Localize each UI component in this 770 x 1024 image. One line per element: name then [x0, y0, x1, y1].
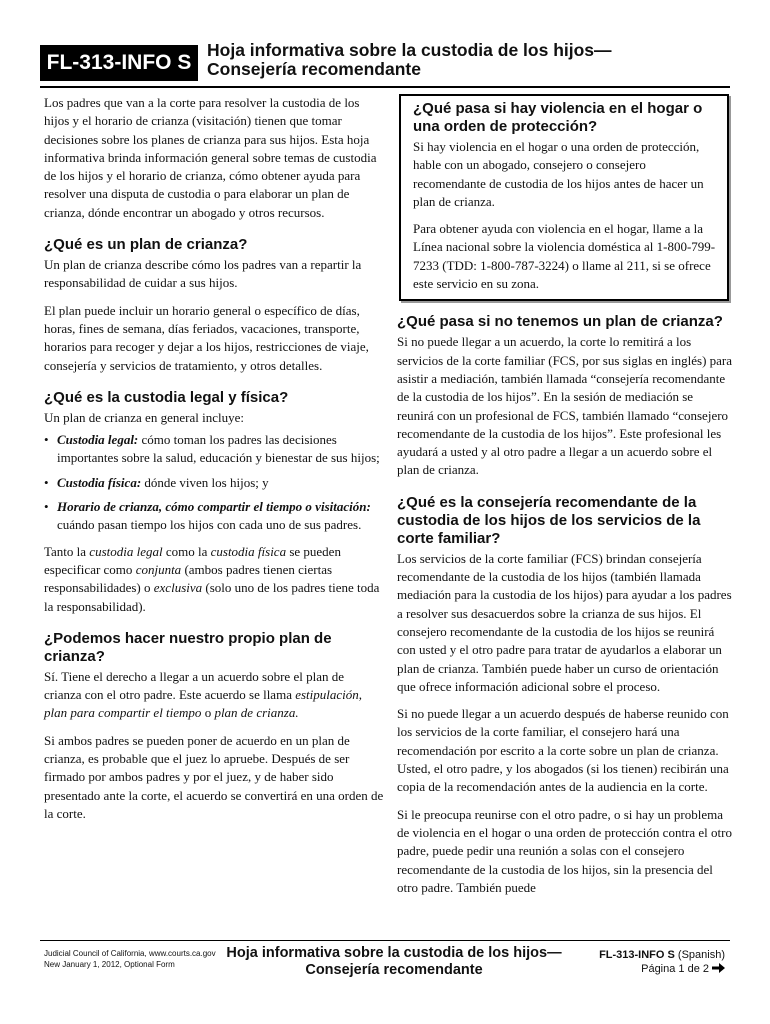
section-heading-own-plan: ¿Podemos hacer nuestro propio plan de crianza? [44, 629, 332, 665]
paragraph [44, 543, 384, 616]
page-title [207, 41, 727, 79]
next-page-arrow-icon [712, 963, 725, 973]
text: se pueden especificar como [44, 543, 341, 577]
footer-language: (Spanish) [674, 949, 725, 961]
definition: dónde viven los hijos; y [141, 474, 269, 490]
left-column [44, 94, 384, 832]
header-divider [40, 86, 730, 88]
callout-heading: ¿Qué pasa si hay violencia en el hogar o una orden de protección? [413, 100, 703, 135]
term: Custodia legal: [57, 432, 139, 448]
section-heading-no-plan: ¿Qué pasa si no tenemos un plan de crianza? [397, 313, 723, 331]
footer-revision: New January 1, 2012, Optional Form [44, 960, 175, 969]
footer-divider [40, 940, 730, 941]
footer-publisher: Judicial Council of California, www.courts.ca.gov [44, 949, 216, 958]
section-heading-parenting-plan: ¿Qué es un plan de crianza? [44, 236, 248, 254]
text: (solo uno de los padres tiene toda la responsabilidad). [44, 580, 380, 614]
paragraph: Si hay violencia en el hogar o una orden de protección, hable con un abogado, consejero o consejero recomendante de custodia de los hijos antes de hacer un plan de crianza. [413, 139, 704, 209]
emphasis: plan de crianza. [214, 705, 299, 721]
footer-title-line1: Hoja informativa sobre la custodia de los hijos— [226, 945, 562, 961]
paragraph: El plan puede incluir un horario general o específico de días, horas, fines de semana, días feriados, vacaciones, transporte, horarios para recoger y dejar a los hijos, restricciones de viaje, consejería y servicios de tratamiento, y otros detalles. [44, 302, 369, 373]
section-heading-legal-physical-custody: ¿Qué es la custodia legal y física? [44, 388, 289, 406]
right-column [397, 94, 733, 906]
footer-title [212, 945, 576, 979]
intro-paragraph: Los padres que van a la corte para resolver la custodia de los hijos y el horario de crianza (visitación) tienen que tomar decisiones sobre los planes de crianza para sus hijos. Esta hoja informativa brinda información general sobre temas de custodia de los hijos y el horario de crianza, cómo obtener ayuda para resolver una disputa de custodia o para elaborar un plan de crianza, dónde encontrar un abogado y otros recursos. [44, 95, 377, 220]
definition: cuándo pasan tiempo los hijos con cada uno de sus padres. [57, 517, 362, 533]
paragraph: Si no puede llegar a un acuerdo después de haberse reunido con los servicios de la corte familiar, el consejero hará una recomendación por escrito a la corte sobre un plan de crianza. Usted, el otro padre, y los abogados (si los tienen) recibirán una copia de la recomendación antes de la audiencia en la corte. [397, 706, 729, 795]
footer-form-info [599, 948, 725, 976]
text: Tanto la [44, 543, 90, 559]
paragraph [44, 668, 384, 723]
domestic-violence-callout [399, 94, 729, 301]
footer-title-line2: Consejería recomendante [305, 962, 483, 978]
text: o [201, 705, 215, 721]
paragraph: Un plan de crianza en general incluye: [44, 409, 244, 425]
term: Custodia física: [57, 474, 142, 490]
emphasis: exclusiva [153, 580, 203, 596]
footer-form-id [599, 948, 725, 962]
term: Horario de crianza, cómo compartir el tiempo o visitación: [57, 499, 371, 515]
form-code-badge: FL-313-INFO S [40, 45, 198, 81]
list-item [44, 431, 384, 468]
text: Sí. Tiene el derecho a llegar a un acuerdo sobre el plan de crianza con el otro padre. Este acuerdo se llama [44, 668, 344, 703]
custody-list [44, 431, 384, 534]
paragraph: Los servicios de la corte familiar (FCS) brindan consejería recomendante de la custodia de los hijos (también llamada mediación para la custodia de los hijos) para ayudar a los padres a resolver sus desacuerdos sobre la crianza de sus hijos. El consejero recomendante de la custodia de los hijos se reunirá con usted y el otro padre para tratar de ayudarlos a elaborar un plan de crianza. También puede haber un curso de orientación que ofrece información adicional sobre el proceso. [397, 550, 732, 694]
text: (ambos padres tienen ciertas responsabilidades) o [44, 561, 333, 596]
definition: cómo toman los padres las decisiones importantes sobre la salud, educación y bienestar de sus hijos; [57, 432, 380, 466]
page-title-line2: Consejería recomendante [207, 59, 421, 79]
page-label: Página 1 de 2 [641, 963, 709, 975]
paragraph: Un plan de crianza describe cómo los padres van a repartir la responsabilidad de cuidar a sus hijos. [44, 257, 362, 291]
footer-page-number [599, 962, 725, 976]
section-heading-fcs-counseling: ¿Qué es la consejería recomendante de la custodia de los hijos de los servicios de la corte familiar? [397, 493, 701, 547]
paragraph: Para obtener ayuda con violencia en el hogar, llame a la Línea nacional sobre la violencia doméstica al 1-800-799-7233 (TDD: 1-800-787-3224) o llame al 211, si se ofrece este servicio en su zona. [413, 221, 716, 292]
emphasis: custodia física [210, 543, 287, 559]
footer-form-code: FL-313-INFO S [599, 949, 675, 961]
paragraph: Si ambos padres se pueden poner de acuerdo en un plan de crianza, es probable que el juez lo apruebe. Después de ser firmado por ambos padres y por el juez, y de haber sido presentado ante la corte, el acuerdo se convertirá en una orden de la corte. [44, 732, 384, 821]
paragraph: Si no puede llegar a un acuerdo, la corte lo remitirá a los servicios de la corte familiar (FCS, por sus siglas en inglés) para asistir a mediación, también llamada “consejería recomendante de la custodia de los hijos”. En la sesión de mediación se reunirá con un profesional de FCS, también llamado “consejero recomendante de la custodia de los hijos”. Este profesional les ayudará a usted y al otro padre a llegar a un acuerdo sobre el plan de crianza. [397, 334, 733, 478]
emphasis: conjunta [135, 561, 182, 577]
list-item [44, 474, 384, 492]
emphasis: custodia legal [89, 543, 163, 559]
emphasis: estipulación, plan para compartir el tiempo [44, 687, 363, 721]
list-item [44, 498, 384, 535]
page-title-line1: Hoja informativa sobre la custodia de los hijos— [207, 40, 612, 60]
footer-source [44, 948, 216, 970]
paragraph: Si le preocupa reunirse con el otro padre, o si hay un problema de violencia en el hogar o una orden de protección contra el otro padre, puede pedir una reunión a solas con el consejero recomendante de la custodia de los hijos, sin la presencia del otro padre. También puede [397, 806, 732, 895]
text: como la [162, 543, 211, 559]
